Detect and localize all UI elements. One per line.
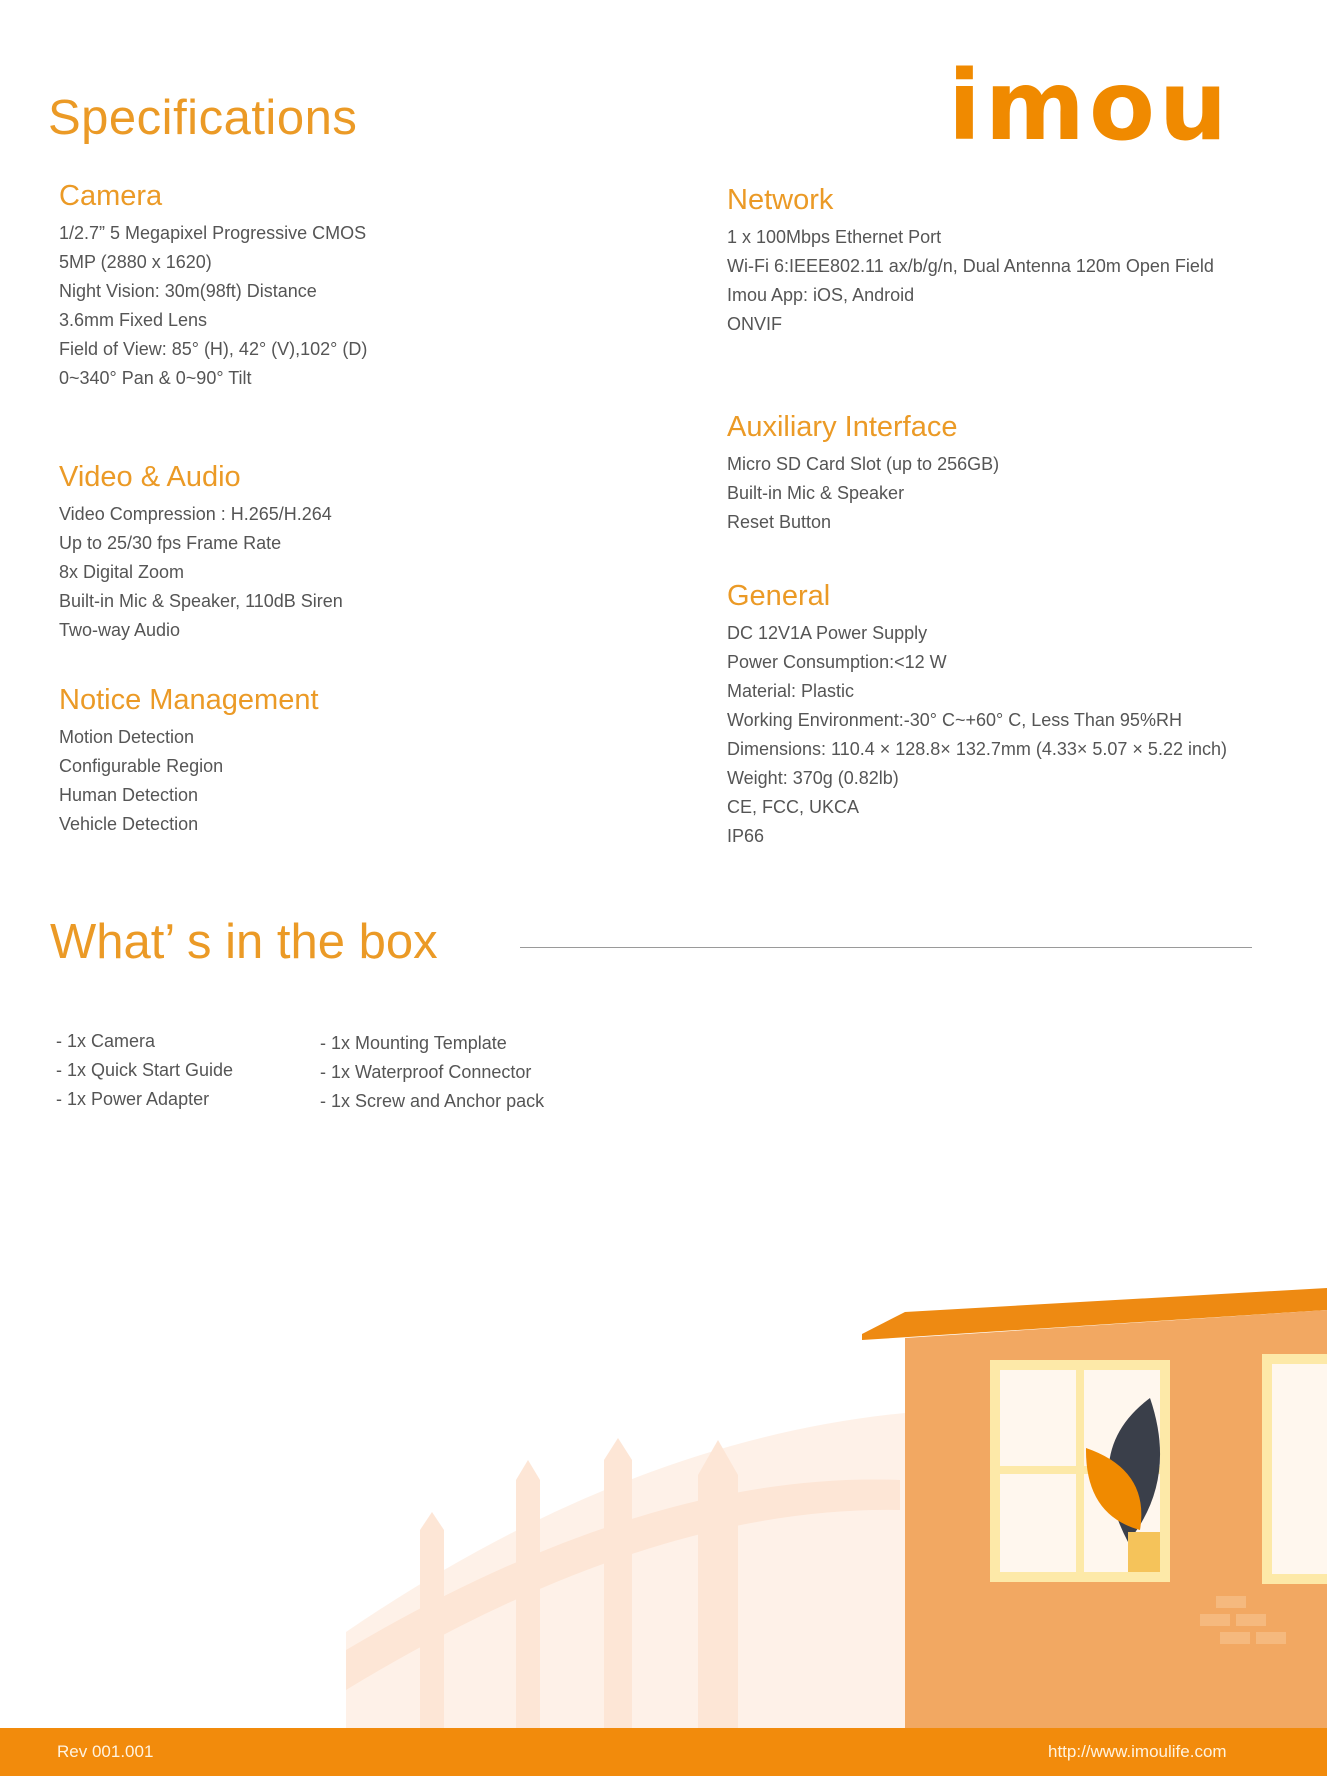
section-heading-auxiliary: Auxiliary Interface bbox=[727, 411, 958, 443]
box-list-right bbox=[320, 1029, 544, 1116]
list-item: 5MP (2880 x 1620) bbox=[59, 252, 212, 272]
list-item: Reset Button bbox=[727, 512, 832, 532]
house-illustration bbox=[0, 1270, 1327, 1730]
list-item: Weight: 370g (0.82lb) bbox=[727, 768, 899, 788]
list-item: Built-in Mic & Speaker, 110dB Siren bbox=[59, 591, 343, 611]
list-item: Two-way Audio bbox=[59, 620, 181, 640]
section-notice-management bbox=[59, 684, 319, 839]
list-item: Imou App: iOS, Android bbox=[727, 285, 915, 305]
list-item: 1/2.7” 5 Megapixel Progressive CMOS bbox=[59, 223, 367, 243]
section-camera bbox=[59, 180, 367, 393]
section-video-audio bbox=[59, 461, 343, 645]
box-title: What’ s in the box bbox=[50, 915, 438, 969]
list-item: Field of View: 85° (H), 42° (V),102° (D) bbox=[59, 339, 368, 359]
section-heading-network: Network bbox=[727, 184, 834, 216]
list-item: - 1x Mounting Template bbox=[320, 1033, 507, 1053]
section-network bbox=[727, 184, 1214, 339]
list-item: Material: Plastic bbox=[727, 681, 855, 701]
list-item: - 1x Screw and Anchor pack bbox=[320, 1091, 545, 1111]
list-item: - 1x Camera bbox=[56, 1031, 156, 1051]
list-item: - 1x Waterproof Connector bbox=[320, 1062, 532, 1082]
section-heading-video-audio: Video & Audio bbox=[59, 461, 241, 493]
section-heading-notice: Notice Management bbox=[59, 684, 319, 716]
list-item: CE, FCC, UKCA bbox=[727, 797, 860, 817]
list-item: 0~340° Pan & 0~90° Tilt bbox=[59, 368, 252, 388]
section-heading-camera: Camera bbox=[59, 180, 163, 212]
box-list-left bbox=[56, 1027, 233, 1114]
box-title-rule bbox=[520, 947, 1252, 948]
list-item: ONVIF bbox=[727, 314, 783, 334]
list-item: Built-in Mic & Speaker bbox=[727, 483, 905, 503]
list-item: 1 x 100Mbps Ethernet Port bbox=[727, 227, 942, 247]
revision-label: Rev 001.001 bbox=[57, 1742, 154, 1761]
section-auxiliary-interface bbox=[727, 411, 999, 537]
footer-bar bbox=[0, 1728, 1327, 1776]
list-item: Vehicle Detection bbox=[59, 814, 199, 834]
list-item: 8x Digital Zoom bbox=[59, 562, 185, 582]
list-item: Motion Detection bbox=[59, 727, 195, 747]
list-item: Configurable Region bbox=[59, 756, 224, 776]
list-item: IP66 bbox=[727, 826, 765, 846]
list-item: Wi-Fi 6:IEEE802.11 ax/b/g/n, Dual Antenna 120m Open Field bbox=[727, 256, 1214, 276]
list-item: DC 12V1A Power Supply bbox=[727, 623, 928, 643]
list-item: Power Consumption:<12 W bbox=[727, 652, 947, 672]
list-item: Micro SD Card Slot (up to 256GB) bbox=[727, 454, 1000, 474]
list-item: Human Detection bbox=[59, 785, 199, 805]
list-item: - 1x Power Adapter bbox=[56, 1089, 210, 1109]
brand-logo: imou bbox=[948, 50, 1232, 162]
section-heading-general: General bbox=[727, 580, 831, 612]
page-title: Specifications bbox=[48, 91, 358, 145]
list-item: Working Environment:-30° C~+60° C, Less Than 95%RH bbox=[727, 710, 1182, 730]
list-item: 3.6mm Fixed Lens bbox=[59, 310, 208, 330]
list-item: - 1x Quick Start Guide bbox=[56, 1060, 234, 1080]
list-item: Night Vision: 30m(98ft) Distance bbox=[59, 281, 317, 301]
list-item: Up to 25/30 fps Frame Rate bbox=[59, 533, 282, 553]
list-item: Video Compression : H.265/H.264 bbox=[59, 504, 332, 524]
website-link[interactable]: http://www.imoulife.com bbox=[1048, 1742, 1227, 1761]
section-general bbox=[727, 580, 1227, 851]
list-item: Dimensions: 110.4 × 128.8× 132.7mm (4.33× 5.07 × 5.22 inch) bbox=[727, 739, 1227, 759]
